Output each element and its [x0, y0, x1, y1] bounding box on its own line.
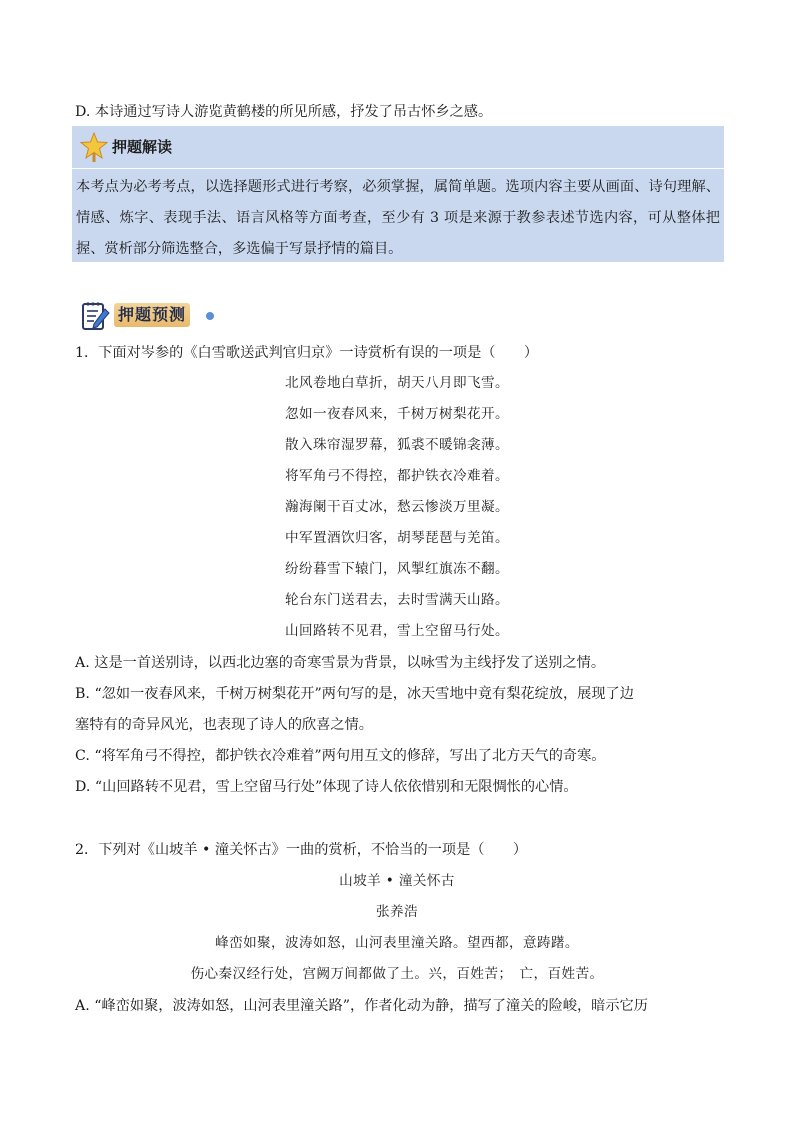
q1-poem-line: 忽如一夜春风来，千树万树梨花开。: [285, 406, 509, 422]
q1-poem-line: 北风卷地白草折，胡天八月即飞雪。: [285, 375, 509, 391]
notebook-pencil-icon: [80, 300, 110, 332]
q2-poem-author: 张养浩: [376, 904, 418, 920]
prediction-title: 押题预测: [114, 303, 190, 327]
q1-stem: 1．下面对岑参的《白雪歌送武判官归京》一诗赏析有误的一项是（ ）: [75, 345, 539, 361]
q2-stem: 2．下列对《山坡羊 • 潼关怀古》一曲的赏析，不恰当的一项是（ ）: [75, 842, 528, 858]
interpretation-body: [72, 169, 724, 262]
interpretation-text: 本考点为必考考点，以选择题形式进行考察，必须掌握，属简单题。选项内容主要从画面、诗句理解、情感、炼字、表现手法、语言风格等方面考查，至少有 3 项是来源于教参表述节选内容，可从整体把握、赏析部分筛选整合，多选偏于写景抒情的篇目。: [76, 179, 720, 257]
q1-poem-line: 纷纷暮雪下辕门，风掣红旗冻不翻。: [285, 561, 509, 577]
q2-poem-title: 山坡羊 • 潼关怀古: [339, 873, 455, 889]
q1-option-a: A. 这是一首送别诗，以西北边塞的奇寒雪景为背景，以咏雪为主线抒发了送别之情。: [75, 655, 606, 671]
q1-poem-line: 瀚海阑干百丈冰，愁云惨淡万里凝。: [285, 499, 509, 515]
q1-option-b-cont: 塞特有的奇异风光，也表现了诗人的欣喜之情。: [75, 717, 373, 733]
interpretation-title: 押题解读: [112, 138, 173, 156]
q1-poem-line: 将军角弓不得控，都护铁衣冷难着。: [285, 468, 509, 484]
star-icon: [80, 132, 108, 164]
q1-option-d: D. “山回路转不见君，雪上空留马行处”体现了诗人依依惜别和无限惆怅的心情。: [75, 779, 578, 795]
option-d-previous: D. 本诗通过写诗人游览黄鹤楼的所见所感，抒发了吊古怀乡之感。: [75, 104, 493, 120]
q2-option-a: A. “峰峦如聚，波涛如怒，山河表里潼关路”，作者化动为静，描写了潼关的险峻，暗示它历: [75, 998, 648, 1014]
q1-poem-line: 中军置酒饮归客，胡琴琵琶与羌笛。: [285, 530, 509, 546]
q1-poem-line: 散入珠帘湿罗幕，狐裘不暖锦衾薄。: [285, 437, 509, 453]
q1-option-c: C. “将军角弓不得控，都护铁衣冷难着”两句用互文的修辞，写出了北方天气的奇寒。: [75, 748, 606, 764]
q1-option-b: B. “忽如一夜春风来，千树万树梨花开”两句写的是，冰天雪地中竟有梨花绽放，展现了边: [75, 686, 634, 702]
q1-poem-line: 山回路转不见君，雪上空留马行处。: [285, 623, 509, 639]
q1-poem-line: 轮台东门送君去，去时雪满天山路。: [285, 592, 509, 608]
decorative-dot: [206, 312, 214, 320]
q2-poem-line: 峰峦如聚，波涛如怒，山河表里潼关路。望西都，意踌躇。: [215, 935, 579, 951]
interpretation-header: [72, 126, 724, 169]
q2-poem-line: 伤心秦汉经行处，宫阙万间都做了土。兴，百姓苦； 亡，百姓苦。: [190, 966, 604, 982]
